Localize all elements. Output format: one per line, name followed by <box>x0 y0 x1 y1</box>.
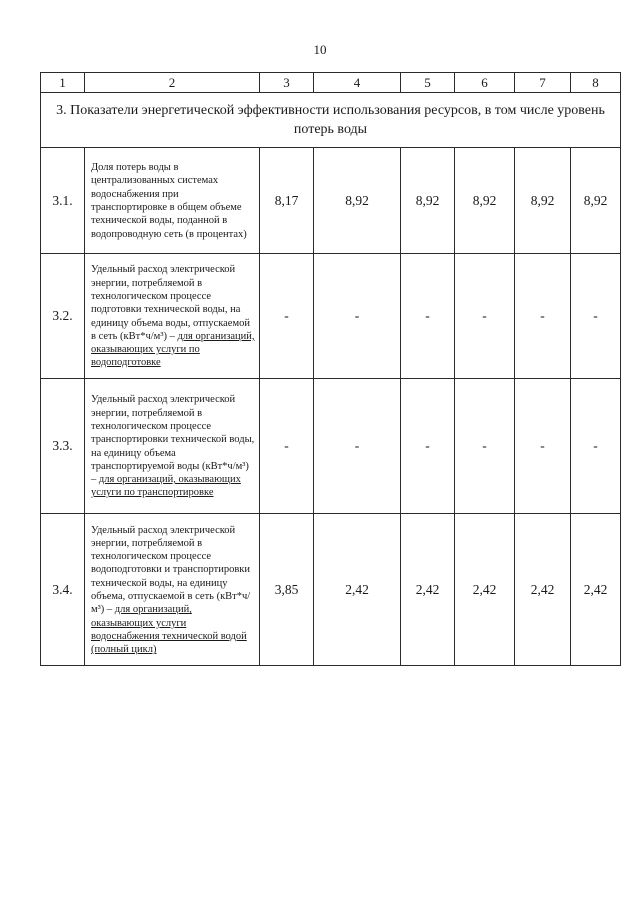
indicator-description <box>85 148 260 254</box>
value-cell: - <box>515 254 571 379</box>
column-numbers-row <box>41 73 621 93</box>
description-underlined-text: для организаций, оказывающих услуги по транспортировке <box>91 474 241 499</box>
description-text: Удельный расход электрической энергии, потребляемой в технологическом процессе транспортировки технической воды, на единицу объема транспортируемой воды (кВт*ч/м³) – <box>91 394 255 486</box>
indicator-description <box>85 379 260 514</box>
description-text: Удельный расход электрической энергии, потребляемой в технологическом процессе водоподготовки и транспортировки технической воды, на единицу объема, отпускаемой в сеть (кВт*ч/м³) – <box>91 524 251 616</box>
row-number: 3.4. <box>41 514 85 666</box>
table-row <box>41 254 621 379</box>
value-cell: - <box>260 379 314 514</box>
value-cell: - <box>455 379 515 514</box>
section-title: 3. Показатели энергетической эффективности использования ресурсов, в том числе уровень потерь воды <box>41 93 621 148</box>
column-number: 7 <box>515 73 571 93</box>
table-row <box>41 379 621 514</box>
value-cell: 2,42 <box>401 514 455 666</box>
value-cell: - <box>401 254 455 379</box>
page-number: 10 <box>313 42 327 57</box>
value-cell: 8,92 <box>314 148 401 254</box>
column-number: 8 <box>571 73 621 93</box>
value-cell: 8,92 <box>401 148 455 254</box>
indicator-description <box>85 514 260 666</box>
value-cell: 3,85 <box>260 514 314 666</box>
description-text: Доля потерь воды в централизованных системах водоснабжения при транспортировке в общем объеме технической воды, поданной в водопроводную сеть (в процентах) <box>91 162 247 240</box>
value-cell: - <box>314 254 401 379</box>
table-row <box>41 514 621 666</box>
value-cell: 2,42 <box>515 514 571 666</box>
indicators-table <box>40 72 621 666</box>
column-number: 2 <box>85 73 260 93</box>
column-number: 6 <box>455 73 515 93</box>
value-cell: 2,42 <box>455 514 515 666</box>
value-cell: 8,17 <box>260 148 314 254</box>
value-cell: - <box>515 379 571 514</box>
value-cell: - <box>571 254 621 379</box>
indicator-description <box>85 254 260 379</box>
value-cell: 8,92 <box>455 148 515 254</box>
value-cell: - <box>314 379 401 514</box>
value-cell: - <box>401 379 455 514</box>
description-text: Удельный расход электрической энергии, потребляемой в технологическом процессе подготовки технической воды, на единицу объема воды, отпускаемой в сеть (кВт*ч/м³) – <box>91 264 250 342</box>
row-number: 3.3. <box>41 379 85 514</box>
section-row <box>41 93 621 148</box>
column-number: 1 <box>41 73 85 93</box>
row-number: 3.2. <box>41 254 85 379</box>
value-cell: 2,42 <box>314 514 401 666</box>
value-cell: - <box>455 254 515 379</box>
table-row <box>41 148 621 254</box>
value-cell: - <box>571 379 621 514</box>
value-cell: 8,92 <box>571 148 621 254</box>
column-number: 5 <box>401 73 455 93</box>
row-number: 3.1. <box>41 148 85 254</box>
value-cell: 8,92 <box>515 148 571 254</box>
description-underlined-text: для организаций, оказывающих услуги водоснабжения технической водой (полный цикл) <box>91 604 247 656</box>
description-underlined-text: для организаций, оказывающих услуги по водоподготовке <box>91 330 255 369</box>
value-cell: 2,42 <box>571 514 621 666</box>
value-cell: - <box>260 254 314 379</box>
column-number: 3 <box>260 73 314 93</box>
column-number: 4 <box>314 73 401 93</box>
